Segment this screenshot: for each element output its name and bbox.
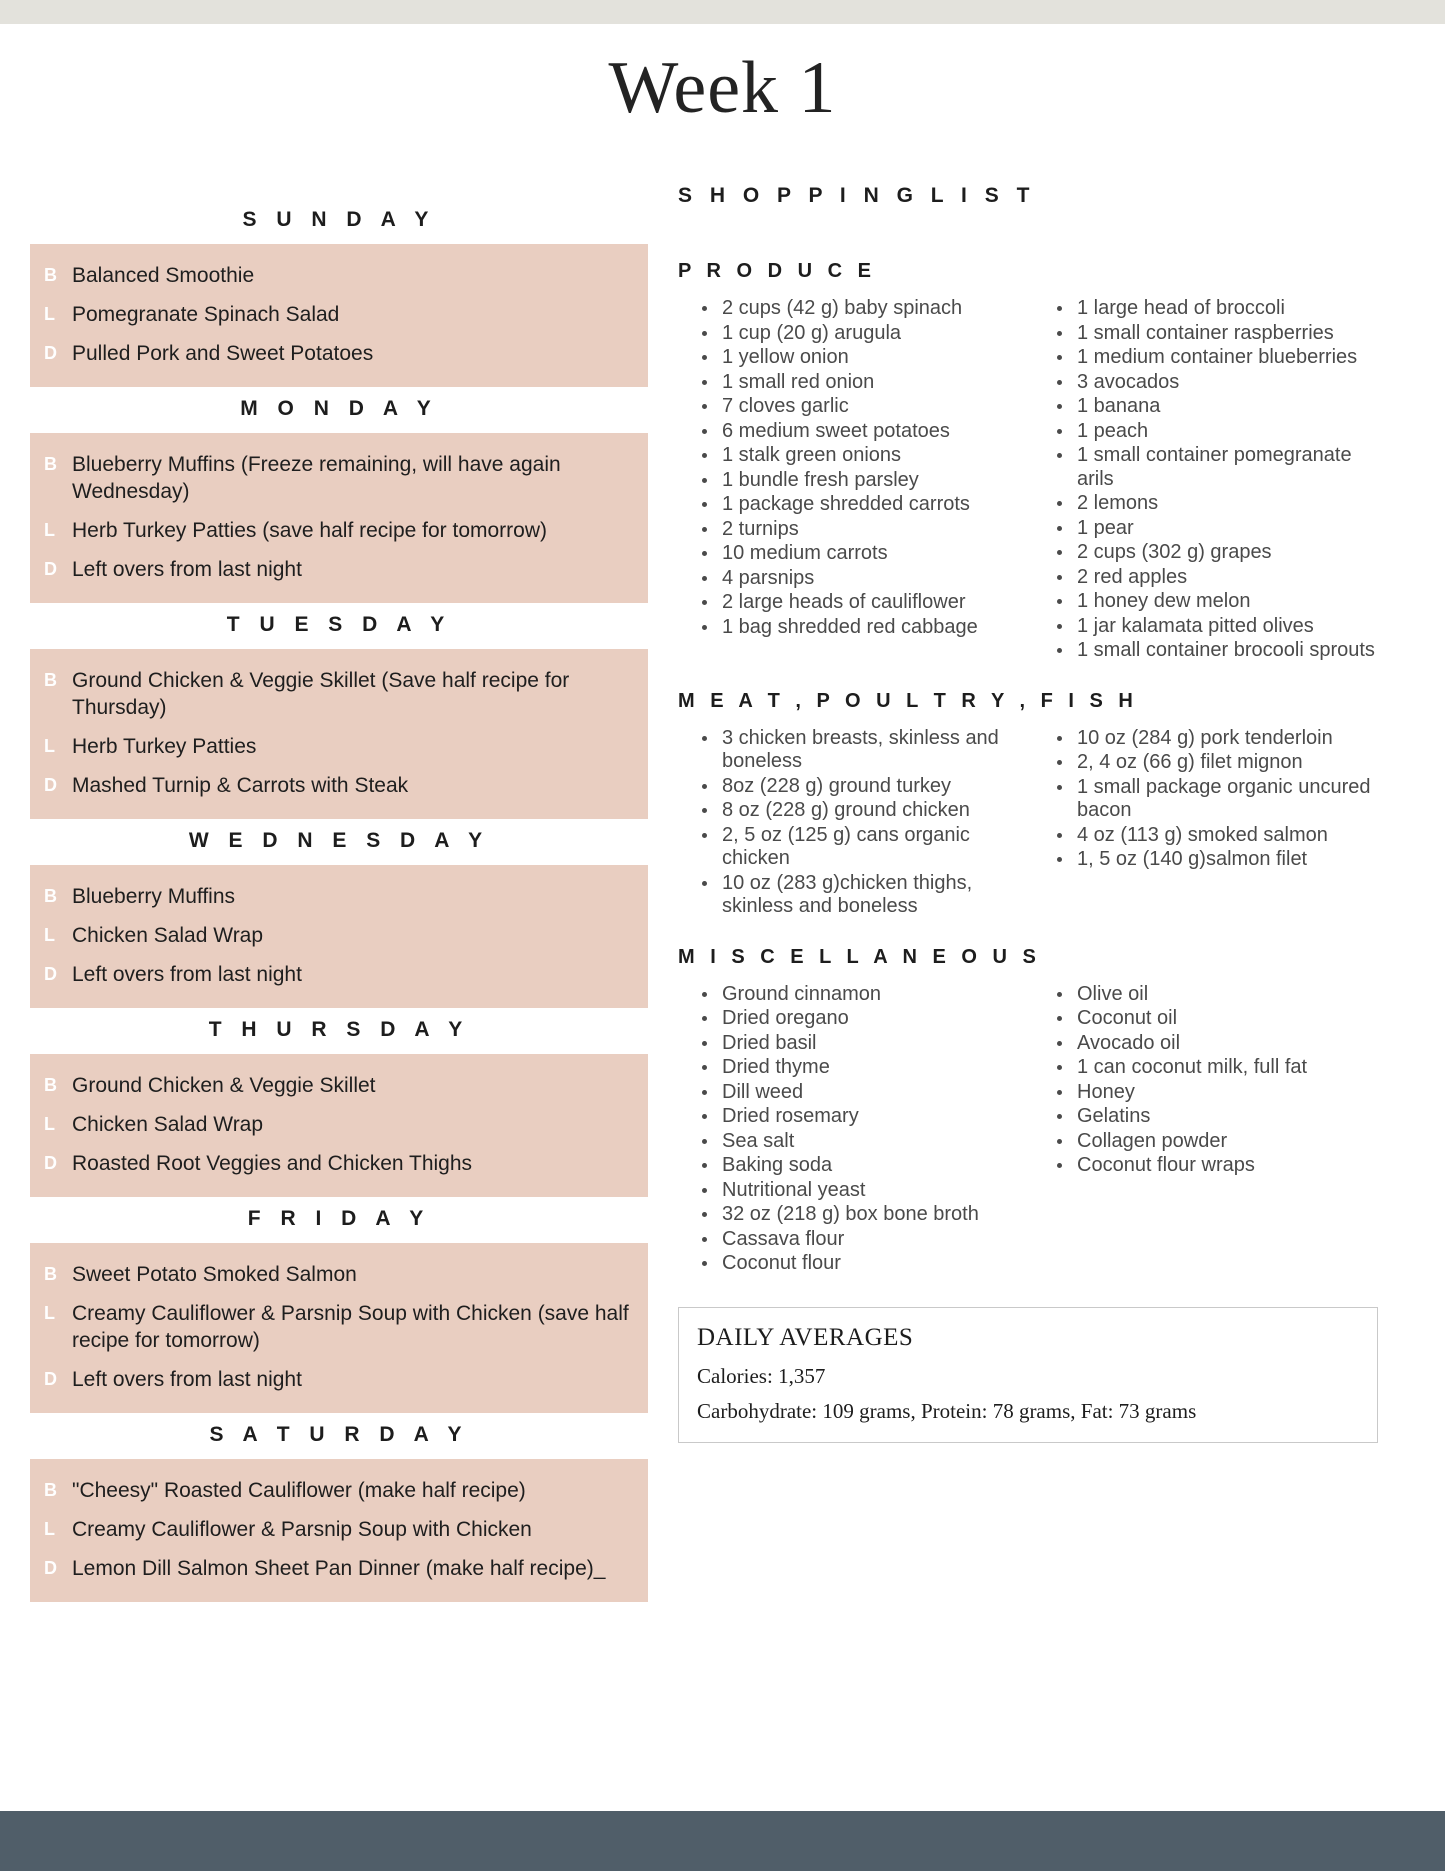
shopping-list-item[interactable]: 1 small container raspberries [1055,322,1378,346]
meal-row [44,1144,634,1183]
meal-description: Lemon Dill Salmon Sheet Pan Dinner (make half recipe)_ [72,1557,606,1580]
shopping-list-item[interactable]: 1 small package organic uncured bacon [1055,776,1378,823]
meal-description: Mashed Turnip & Carrots with Steak [72,774,409,797]
meal-type-label: D [44,1558,57,1578]
meal-card [30,1243,648,1413]
meal-row [44,511,634,550]
meal-type-label: B [44,1480,57,1500]
meal-row [44,1066,634,1105]
meal-description: Left overs from last night [72,963,302,986]
meal-card [30,1459,648,1602]
meal-description: Ground Chicken & Veggie Skillet (Save half recipe for Thursday) [72,669,570,719]
meal-description: Pomegranate Spinach Salad [72,303,340,326]
shopping-list-item[interactable]: 4 parsnips [700,567,1023,591]
shopping-category-title: P R O D U C E [678,260,876,282]
meal-card [30,244,648,387]
meal-row [44,877,634,916]
shopping-category-columns [678,727,1378,920]
meal-row [44,334,634,373]
meal-description: "Cheesy" Roasted Cauliflower (make half recipe) [72,1479,526,1502]
shopping-list-item[interactable]: 1 medium container blueberries [1055,346,1378,370]
shopping-categories [678,260,1378,1277]
shopping-list-item[interactable]: 2 cups (302 g) grapes [1055,541,1378,565]
shopping-list-item[interactable]: 3 avocados [1055,371,1378,395]
day-block [30,603,648,819]
meal-type-label: B [44,886,57,906]
shopping-list-item[interactable]: Dill weed [700,1081,1023,1105]
meal-row [44,1510,634,1549]
shopping-list-item[interactable]: Coconut oil [1055,1007,1378,1031]
shopping-list-item[interactable]: Dried basil [700,1032,1023,1056]
shopping-list-item[interactable]: Dried rosemary [700,1105,1023,1129]
shopping-list-item[interactable]: Honey [1055,1081,1378,1105]
shopping-list-item[interactable]: Dried oregano [700,1007,1023,1031]
shopping-category-columns [678,983,1378,1277]
shopping-category-columns [678,297,1378,664]
meal-row [44,661,634,727]
shopping-list-item[interactable]: 1 small red onion [700,371,1023,395]
shopping-list-item[interactable]: Ground cinnamon [700,983,1023,1007]
day-name: M O N D A Y [240,397,438,420]
day-block [30,1197,648,1413]
meal-row [44,727,634,766]
shopping-list-item[interactable]: Nutritional yeast [700,1179,1023,1203]
meal-description: Ground Chicken & Veggie Skillet [72,1074,376,1097]
shopping-list-item[interactable]: 1 large head of broccoli [1055,297,1378,321]
shopping-list-item[interactable]: 32 oz (218 g) box bone broth [700,1203,1023,1227]
meal-description: Left overs from last night [72,1368,302,1391]
shopping-list-item[interactable]: 2, 5 oz (125 g) cans organic chicken [700,824,1023,871]
meal-card [30,649,648,819]
shopping-list-left-column [678,727,1023,920]
shopping-list-item[interactable]: 4 oz (113 g) smoked salmon [1055,824,1378,848]
meal-type-label: B [44,454,57,474]
shopping-list-item[interactable]: Baking soda [700,1154,1023,1178]
meal-card [30,433,648,603]
shopping-list-left-column [678,297,1023,664]
shopping-list-item[interactable]: 1, 5 oz (140 g)salmon filet [1055,848,1378,872]
meal-description: Herb Turkey Patties [72,735,257,758]
shopping-category [678,260,1378,664]
shopping-list-item[interactable]: Sea salt [700,1130,1023,1154]
meal-row [44,955,634,994]
shopping-list-item[interactable]: Cassava flour [700,1228,1023,1252]
bottom-decorative-strip [0,1811,1445,1871]
shopping-item-list [1033,983,1378,1178]
shopping-list-right-column [1033,297,1378,664]
shopping-list-item[interactable]: 1 peach [1055,420,1378,444]
daily-averages-calories: Calories: 1,357 [697,1363,826,1388]
shopping-list-item[interactable]: 7 cloves garlic [700,395,1023,419]
meal-description: Blueberry Muffins (Freeze remaining, will have again Wednesday) [72,453,561,503]
meal-type-label: D [44,775,57,795]
shopping-list-item[interactable]: Dried thyme [700,1056,1023,1080]
day-block [30,819,648,1008]
day-block [30,1008,648,1197]
shopping-list-item[interactable]: 1 bag shredded red cabbage [700,616,1023,640]
meal-row [44,1360,634,1399]
daily-averages-title: DAILY AVERAGES [697,1323,914,1351]
meal-card [30,865,648,1008]
day-name: T U E S D A Y [226,613,452,636]
shopping-item-list [1033,727,1378,872]
meal-type-label: B [44,1075,57,1095]
day-name: S A T U R D A Y [209,1423,469,1446]
meal-description: Left overs from last night [72,558,302,581]
day-block [30,198,648,387]
shopping-list-left-column [678,983,1023,1277]
day-block [30,387,648,603]
page-title: Week 1 [608,47,837,129]
shopping-list-item[interactable]: 10 oz (284 g) pork tenderloin [1055,727,1378,751]
shopping-list-right-column [1033,983,1378,1277]
meal-type-label: L [44,736,55,756]
shopping-list-item[interactable]: 2 turnips [700,518,1023,542]
meal-type-label: L [44,520,55,540]
shopping-list-item[interactable]: 10 oz (283 g)chicken thighs, skinless and boneless [700,872,1023,919]
shopping-list-item[interactable]: 2 cups (42 g) baby spinach [700,297,1023,321]
shopping-list-item[interactable]: Coconut flour [700,1252,1023,1276]
meal-card [30,1054,648,1197]
meal-type-label: L [44,304,55,324]
meal-row [44,916,634,955]
meal-row [44,1255,634,1294]
meal-row [44,550,634,589]
meal-row [44,1471,634,1510]
meal-type-label: D [44,559,57,579]
shopping-list-item[interactable]: 10 medium carrots [700,542,1023,566]
shopping-item-list [678,727,1023,919]
meal-type-label: B [44,1264,57,1284]
daily-averages-box [678,1307,1378,1443]
day-name: W E D N E S D A Y [188,829,490,852]
shopping-list-item[interactable]: 1 yellow onion [700,346,1023,370]
meal-description: Roasted Root Veggies and Chicken Thighs [72,1152,473,1175]
shopping-list-item[interactable]: 1 can coconut milk, full fat [1055,1056,1378,1080]
shopping-list-item[interactable]: 1 honey dew melon [1055,590,1378,614]
shopping-list-item[interactable]: 1 cup (20 g) arugula [700,322,1023,346]
meal-description: Chicken Salad Wrap [72,1113,264,1136]
meal-description: Herb Turkey Patties (save half recipe for tomorrow) [72,519,548,542]
shopping-list-item[interactable]: 2 large heads of cauliflower [700,591,1023,615]
meal-row [44,445,634,511]
shopping-list-heading: S H O P P I N G L I S T [678,184,1036,207]
day-name: S U N D A Y [242,208,436,231]
shopping-list-item[interactable]: 2 lemons [1055,492,1378,516]
shopping-list-item[interactable]: 2, 4 oz (66 g) filet mignon [1055,751,1378,775]
shopping-list-item[interactable]: Avocado oil [1055,1032,1378,1056]
day-name: T H U R S D A Y [208,1018,470,1041]
meal-description: Sweet Potato Smoked Salmon [72,1263,357,1286]
page-content [0,184,1445,1602]
meal-row [44,766,634,805]
meal-description: Creamy Cauliflower & Parsnip Soup with Chicken [72,1518,532,1541]
shopping-list-item[interactable]: 1 small container brocooli sprouts [1055,639,1378,663]
shopping-list-item[interactable]: 1 pear [1055,517,1378,541]
meal-type-label: D [44,1369,57,1389]
meal-description: Balanced Smoothie [72,264,255,287]
shopping-list-item[interactable]: 1 bundle fresh parsley [700,469,1023,493]
shopping-list-item[interactable]: 3 chicken breasts, skinless and boneless [700,727,1023,774]
shopping-list-item[interactable]: Gelatins [1055,1105,1378,1129]
meal-row [44,256,634,295]
shopping-list-item[interactable]: 1 stalk green onions [700,444,1023,468]
meal-row [44,1294,634,1360]
meal-type-label: B [44,265,57,285]
shopping-category-title: M I S C E L L A N E O U S [678,945,1041,968]
meal-row [44,1549,634,1588]
shopping-list-item[interactable]: 6 medium sweet potatoes [700,420,1023,444]
meal-description: Chicken Salad Wrap [72,924,264,947]
shopping-item-list [1033,297,1378,663]
meal-description: Pulled Pork and Sweet Potatoes [72,342,374,365]
shopping-category [678,690,1378,920]
shopping-list-item[interactable]: 1 jar kalamata pitted olives [1055,615,1378,639]
shopping-list-item[interactable]: 2 red apples [1055,566,1378,590]
shopping-list-right-column [1033,727,1378,920]
meal-type-label: D [44,1153,57,1173]
meal-row [44,295,634,334]
shopping-list-item[interactable]: 1 package shredded carrots [700,493,1023,517]
shopping-list-item[interactable]: 8oz (228 g) ground turkey [700,775,1023,799]
meal-type-label: D [44,343,57,363]
shopping-list-item[interactable]: Olive oil [1055,983,1378,1007]
shopping-list-column [648,184,1408,1443]
shopping-list-item[interactable]: Collagen powder [1055,1130,1378,1154]
meal-type-label: D [44,964,57,984]
meal-description: Creamy Cauliflower & Parsnip Soup with Chicken (save half recipe for tomorrow) [72,1302,629,1352]
meal-plan-column [0,198,648,1602]
daily-averages-macros: Carbohydrate: 109 grams, Protein: 78 grams, Fat: 73 grams [697,1398,1197,1423]
meal-type-label: L [44,925,55,945]
meal-type-label: L [44,1303,55,1323]
shopping-list-item[interactable]: 1 small container pomegranate arils [1055,444,1378,491]
meal-row [44,1105,634,1144]
day-name: F R I D A Y [247,1207,431,1230]
meal-type-label: B [44,670,57,690]
meal-type-label: L [44,1114,55,1134]
shopping-list-item[interactable]: Coconut flour wraps [1055,1154,1378,1178]
shopping-category [678,946,1378,1277]
shopping-item-list [678,297,1023,639]
shopping-category-title: M E A T , P O U L T R Y , F I S H [678,689,1138,712]
meal-description: Blueberry Muffins [72,885,236,908]
meal-type-label: L [44,1519,55,1539]
top-decorative-strip [0,0,1445,24]
shopping-item-list [678,983,1023,1276]
shopping-list-item[interactable]: 1 banana [1055,395,1378,419]
day-block [30,1413,648,1602]
shopping-list-item[interactable]: 8 oz (228 g) ground chicken [700,799,1023,823]
